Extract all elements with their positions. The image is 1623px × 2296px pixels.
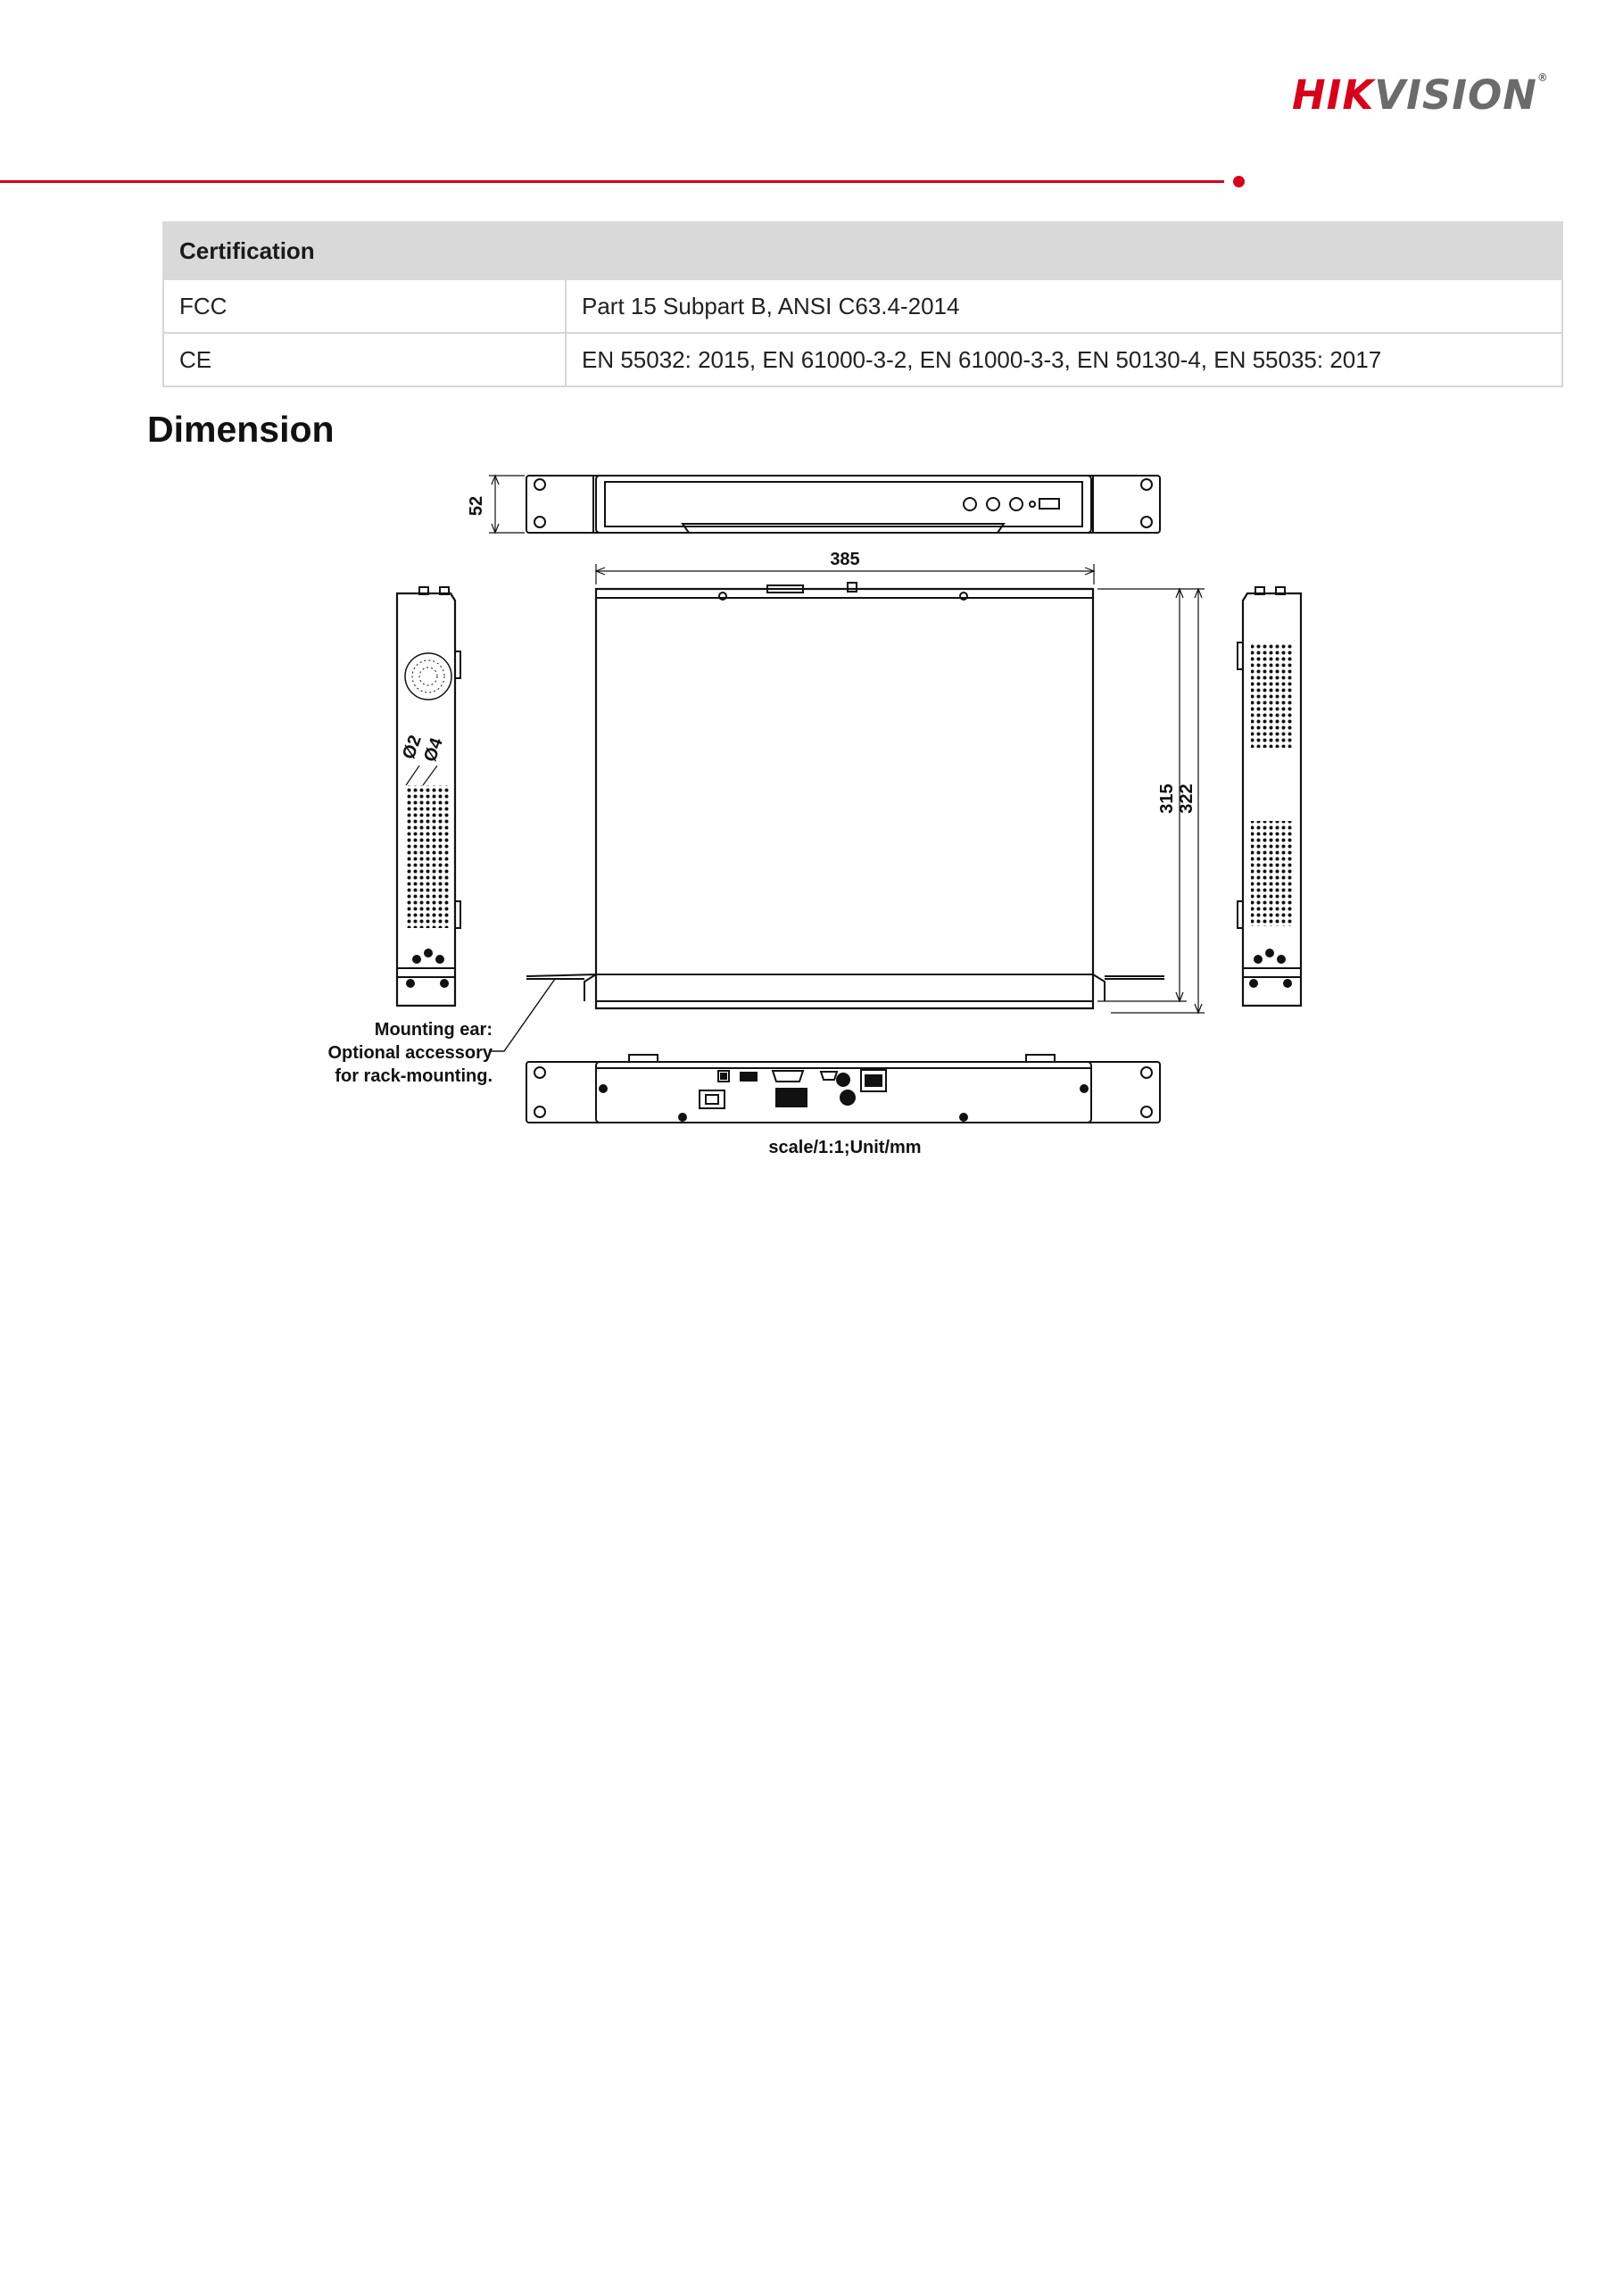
depth-label-inner: 315 bbox=[1157, 783, 1177, 814]
hole-large-label: Ø4 bbox=[420, 735, 447, 765]
vent-holes bbox=[407, 785, 450, 928]
mounting-ear-callout bbox=[327, 979, 555, 1086]
hdmi-port-icon bbox=[821, 1072, 837, 1080]
height-label: 52 bbox=[467, 495, 486, 517]
top-view bbox=[526, 583, 1205, 1013]
certification-header: Certification bbox=[163, 222, 1562, 279]
cert-value: EN 55032: 2015, EN 61000-3-2, EN 61000-3-3, EN 50130-4, EN 55035: 2017 bbox=[566, 333, 1562, 386]
left-side-view bbox=[397, 587, 460, 1006]
ear-hole-icon bbox=[534, 479, 545, 490]
dimension-title: Dimension bbox=[147, 409, 335, 450]
logo-text-red: HIK bbox=[1292, 71, 1375, 119]
logo-text-gray: VISION bbox=[1374, 71, 1537, 119]
vga-port-icon bbox=[773, 1071, 803, 1082]
rear-view bbox=[526, 1055, 1160, 1123]
cert-value: Part 15 Subpart B, ANSI C63.4-2014 bbox=[566, 279, 1562, 333]
depth-label-outer: 322 bbox=[1177, 783, 1197, 814]
front-view bbox=[467, 476, 1160, 533]
cert-key: CE bbox=[163, 333, 566, 386]
hole-small-label: Ø2 bbox=[399, 733, 426, 762]
led-indicator-icon bbox=[964, 498, 976, 510]
callout-line1: Mounting ear: bbox=[374, 1020, 493, 1040]
vent-holes bbox=[1251, 642, 1294, 748]
scale-note: scale/1:1;Unit/mm bbox=[768, 1138, 922, 1157]
audio-jack-icon bbox=[837, 1073, 849, 1086]
cert-key: FCC bbox=[163, 279, 566, 333]
ethernet-block-icon bbox=[776, 1089, 807, 1107]
width-label: 385 bbox=[830, 550, 860, 569]
width-dimension bbox=[596, 550, 1094, 584]
right-side-view bbox=[1238, 587, 1301, 1006]
registered-mark: ® bbox=[1536, 71, 1549, 84]
vent-holes bbox=[1251, 821, 1294, 926]
callout-line3: for rack-mounting. bbox=[335, 1066, 493, 1086]
power-switch-icon bbox=[700, 1090, 725, 1108]
callout-line2: Optional accessory bbox=[327, 1043, 493, 1063]
